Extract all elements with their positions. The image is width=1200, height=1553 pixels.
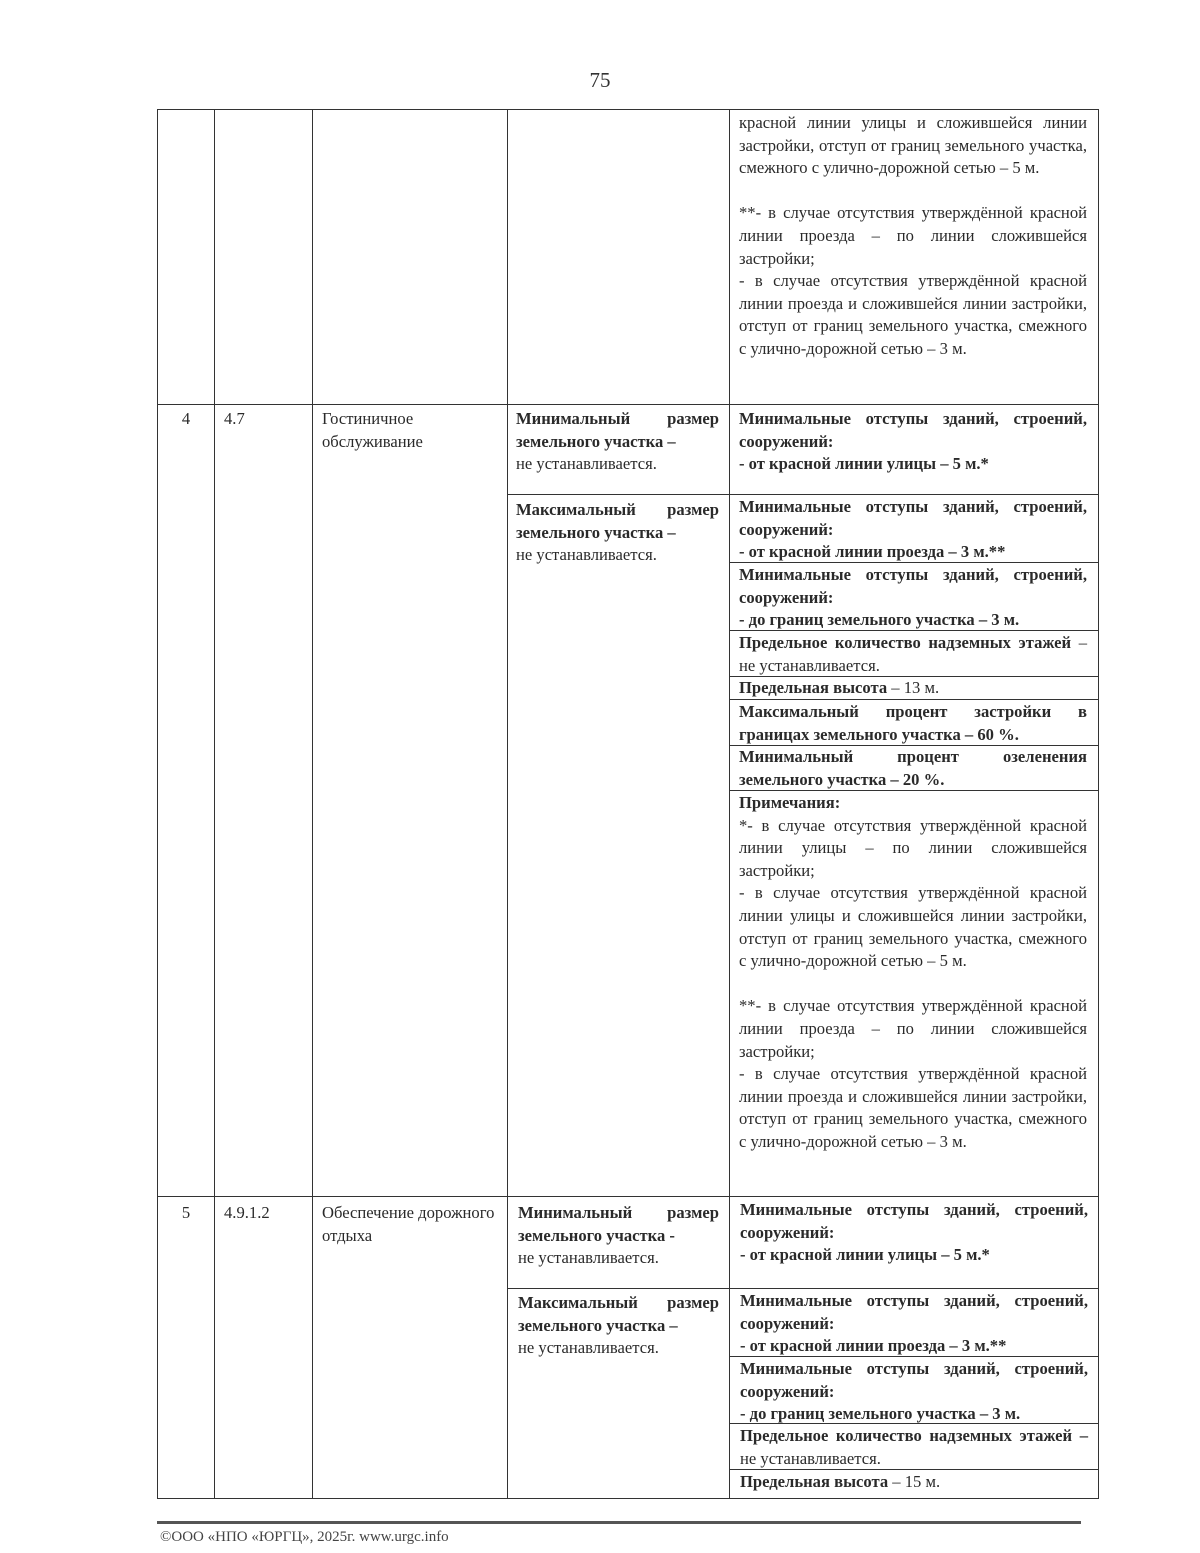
subdivider-r4-size bbox=[507, 494, 729, 495]
param-title: Максимальный процент застройки в границах земельного участка – 60 %. bbox=[739, 702, 1087, 744]
max-size-value: не устанавливается. bbox=[518, 1338, 659, 1358]
min-size-title: Минимальный размер земельного участка - bbox=[518, 1203, 719, 1245]
row5-code: 4.9.1.2 bbox=[224, 1203, 270, 1222]
min-size-value: не устанавливается. bbox=[518, 1248, 659, 1268]
row5-param-2 bbox=[740, 1290, 1088, 1358]
row5-param-4 bbox=[740, 1425, 1088, 1470]
row4-param-5 bbox=[739, 677, 1087, 700]
row-divider-5 bbox=[158, 1196, 1099, 1197]
max-size-title: Максимальный размер земельного участка – bbox=[516, 500, 719, 542]
row4-min-size bbox=[516, 408, 719, 476]
note-line: - в случае отсутствия утверждённой красной линии проезда и сложившейся линии застройки, отступ от границ земельного участка, смежного с улично-дорожной сетью – 3 м. bbox=[739, 271, 1087, 358]
param-value: - от красной линии улицы – 5 м.* bbox=[740, 1245, 990, 1265]
param-value: – 13 м. bbox=[891, 678, 940, 697]
row5-max-size bbox=[518, 1292, 719, 1360]
param-value: - до границ земельного участка – 3 м. bbox=[739, 610, 1020, 630]
max-size-value: не устанавливается. bbox=[516, 545, 657, 565]
row5-param-1 bbox=[740, 1199, 1088, 1267]
param-title: Минимальные отступы зданий, строений, сооружений: bbox=[739, 497, 1087, 539]
subdivider-r5-p1 bbox=[729, 1288, 1099, 1289]
row4-notes bbox=[739, 792, 1087, 1154]
note-line: - в случае отсутствия утверждённой красной линии улицы и сложившейся линии застройки, отступ от границ земельного участка, смежного с улично-дорожной сетью – 5 м. bbox=[739, 883, 1087, 971]
param-title: Предельное количество надземных этажей – bbox=[740, 1426, 1088, 1445]
row4-number: 4 bbox=[181, 409, 191, 428]
note-blank bbox=[739, 973, 1087, 996]
max-size-title: Максимальный размер земельного участка – bbox=[518, 1293, 719, 1335]
row5-number: 5 bbox=[181, 1203, 191, 1222]
param-title: Минимальный процент озеленения земельного участка – 20 %. bbox=[739, 747, 1087, 789]
col-divider-1 bbox=[214, 110, 215, 1499]
row4-max-size bbox=[516, 499, 719, 567]
param-title: Минимальные отступы зданий, строений, сооружений: bbox=[740, 1359, 1088, 1401]
param-value: - до границ земельного участка – 3 м. bbox=[740, 1404, 1021, 1424]
min-size-title: Минимальный размер земельного участка – bbox=[516, 409, 719, 451]
param-title: Минимальные отступы зданий, строений, сооружений: bbox=[739, 409, 1087, 451]
col-divider-2 bbox=[312, 110, 313, 1499]
row-divider-4 bbox=[158, 404, 1099, 405]
note-line: *- в случае отсутствия утверждённой красной линии улицы – по линии сложившейся застройки; bbox=[739, 815, 1087, 880]
col-divider-4 bbox=[729, 110, 730, 1499]
subdivider-r5-size bbox=[507, 1288, 729, 1289]
row5-param-3 bbox=[740, 1358, 1088, 1426]
row5-min-size bbox=[518, 1202, 719, 1270]
row4-param-2 bbox=[739, 496, 1087, 564]
param-title: Минимальные отступы зданий, строений, сооружений: bbox=[740, 1200, 1088, 1242]
row4-param-6 bbox=[739, 701, 1087, 746]
col-divider-3 bbox=[507, 110, 508, 1499]
continuation-notes bbox=[739, 112, 1087, 361]
min-size-value: не устанавливается. bbox=[516, 454, 657, 474]
param-value: – не устанавливается. bbox=[739, 633, 1087, 675]
zoning-regulations-table bbox=[157, 109, 1099, 1499]
page-number: 75 bbox=[589, 68, 611, 92]
row4-param-4 bbox=[739, 632, 1087, 677]
row4-param-1 bbox=[739, 408, 1087, 476]
row4-use-name: Гостиничное обслуживание bbox=[322, 409, 423, 451]
row5-param-5 bbox=[740, 1471, 1088, 1494]
subdivider-r4-p1 bbox=[729, 494, 1099, 495]
row4-param-7 bbox=[739, 746, 1087, 791]
notes-title: Примечания: bbox=[739, 793, 841, 812]
param-title: Минимальные отступы зданий, строений, сооружений: bbox=[740, 1291, 1088, 1333]
row4-code: 4.7 bbox=[224, 409, 245, 428]
param-title: Предельная высота bbox=[740, 1472, 889, 1491]
param-value: - от красной линии проезда – 3 м.** bbox=[740, 1336, 1007, 1356]
footer-copyright: ©ООО «НПО «ЮРГЦ», 2025г. www.urgc.info bbox=[160, 1529, 449, 1545]
note-line: - в случае отсутствия утверждённой красной линии проезда и сложившейся линии застройки, отступ от границ земельного участка, смежного с улично-дорожной сетью – 3 м. bbox=[739, 1064, 1087, 1151]
row5-use-name: Обеспечение дорожного отдыха bbox=[322, 1203, 495, 1245]
param-title: Предельное количество надземных этажей bbox=[739, 633, 1072, 652]
note-line: **- в случае отсутствия утверждённой красной линии проезда – по линии сложившейся застройки; bbox=[739, 203, 1087, 268]
row4-param-3 bbox=[739, 564, 1087, 632]
note-line: **- в случае отсутствия утверждённой красной линии проезда – по линии сложившейся застройки; bbox=[739, 996, 1087, 1061]
param-value: - от красной линии проезда – 3 м.** bbox=[739, 542, 1006, 562]
note-blank bbox=[739, 180, 1087, 203]
footer-rule bbox=[157, 1521, 1081, 1524]
param-value: не устанавливается. bbox=[740, 1448, 881, 1468]
param-value: - от красной линии улицы – 5 м.* bbox=[739, 454, 989, 474]
param-value: – 15 м. bbox=[892, 1472, 941, 1491]
param-title: Предельная высота bbox=[739, 678, 888, 697]
param-title: Минимальные отступы зданий, строений, сооружений: bbox=[739, 565, 1087, 607]
note-line: красной линии улицы и сложившейся линии застройки, отступ от границ земельного участка, смежного с улично-дорожной сетью – 5 м. bbox=[739, 113, 1087, 178]
